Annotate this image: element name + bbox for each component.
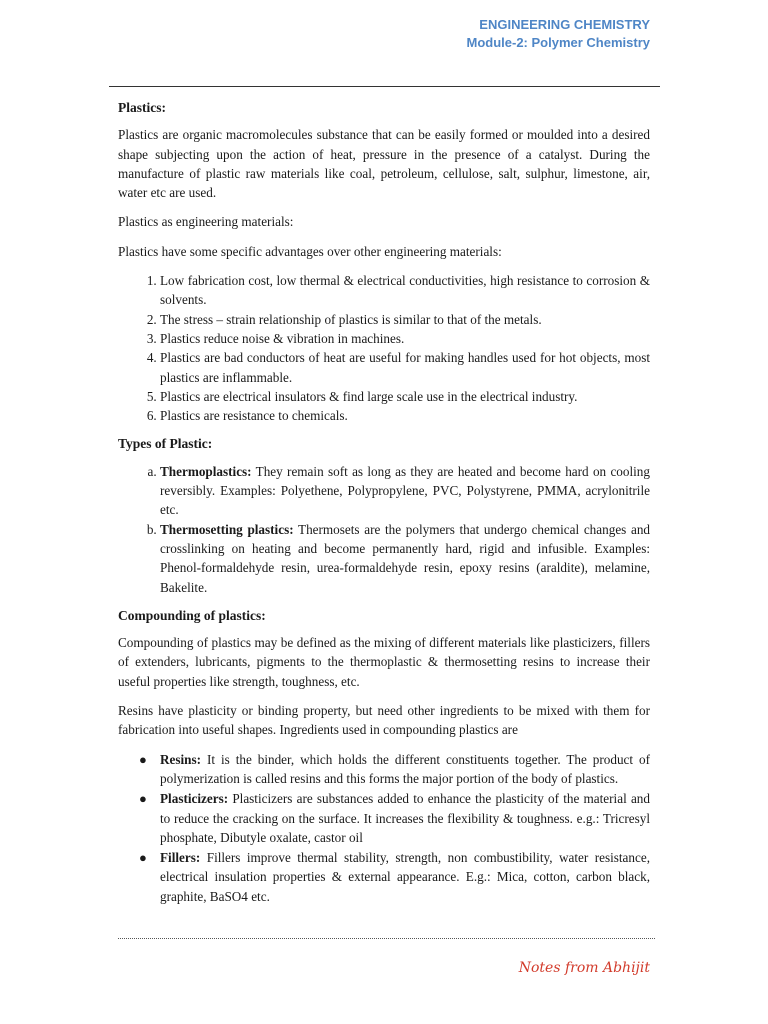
- document-body: [118, 98, 650, 907]
- footer-note: Notes from Abhijit: [518, 960, 650, 976]
- advantage-item: 1. Low fabrication cost, low thermal & electrical conductivities, high resistance to corrosion & solvents.: [160, 271, 650, 310]
- advantage-item: 5. Plastics are electrical insulators & find large scale use in the electrical industry.: [160, 387, 650, 406]
- bullet-icon: ●: [139, 791, 147, 807]
- header-divider: [109, 86, 660, 87]
- types-heading: Types of Plastic:: [118, 436, 213, 452]
- advantage-item: 2. The stress – strain relationship of plastics is similar to that of the metals.: [160, 310, 650, 329]
- ingredient-text: Fillers improve thermal stability, strength, non combustibility, water resistance, electrical insulation properties & external appearance. E.g.: Mica, cotton, carbon black, graphite, BaSO4 etc.: [160, 850, 650, 904]
- ingredient-text: It is the binder, which holds the different constituents together. The product of polymerization is called resins and this forms the major portion of the body of plastics.: [160, 751, 650, 786]
- advantage-item: 3. Plastics reduce noise & vibration in machines.: [160, 329, 650, 348]
- compounding-paragraph-1: Compounding of plastics may be defined as the mixing of different materials like plasticizers, fillers of extenders, lubricants, pigments to the thermoplastic & thermosetting resins to increase their useful properties like strength, toughness, etc.: [118, 635, 650, 689]
- plastics-intro-paragraph: Plastics are organic macromolecules substance that can be easily formed or moulded into a desired shape subjecting upon the action of heat, pressure in the presence of a catalyst. During the manufacture of plastic raw materials like coal, petroleum, cellulose, salt, sulphur, limestone, air, water etc are used.: [118, 127, 650, 201]
- plastics-heading: Plastics:: [118, 100, 166, 115]
- type-text: Thermosets are the polymers that undergo chemical changes and crosslinking on heating and become permanently hard, rigid and infusible. Examples: Phenol-formaldehyde resin, urea-formaldehyde resin, epoxy resins (araldite), melamine, Bakelite.: [160, 521, 651, 595]
- ingredient-term: Fillers:: [160, 850, 201, 866]
- ingredient-item-plasticizers: [139, 789, 650, 847]
- ingredient-text: Plasticizers are substances added to enhance the plasticity of the material and to reduce the cracking on the surface. It increases the flexibility & toughness. e.g.: Tricresyl phosphate, Dibutyle oxalate, castor oil: [160, 791, 650, 845]
- bullet-icon: ●: [139, 751, 147, 767]
- bullet-icon: ●: [139, 850, 147, 866]
- header-module: Module-2: Polymer Chemistry: [466, 35, 650, 50]
- type-term: Thermosetting plastics:: [160, 521, 294, 537]
- ingredient-item-fillers: [139, 848, 650, 906]
- ingredient-term: Plasticizers:: [160, 791, 229, 807]
- type-item-thermosetting: [160, 520, 650, 597]
- advantage-item: 4. Plastics are bad conductors of heat are useful for making handles used for hot objects, most plastics are inflammable.: [160, 348, 650, 387]
- type-term: Thermoplastics:: [160, 463, 252, 479]
- page-header: [467, 16, 651, 52]
- ingredients-list: [118, 750, 650, 906]
- ingredient-term: Resins:: [160, 751, 202, 767]
- engineering-materials-line: Plastics as engineering materials:: [118, 214, 294, 230]
- type-item-thermoplastics: [160, 462, 650, 520]
- footer-divider: [118, 938, 655, 939]
- advantages-list: [118, 271, 650, 425]
- compounding-heading: Compounding of plastics:: [118, 607, 266, 623]
- compounding-paragraph-2: Resins have plasticity or binding property, but need other ingredients to be mixed with them for fabrication into useful shapes. Ingredients used in compounding plastics are: [118, 703, 650, 738]
- advantages-intro: Plastics have some specific advantages over other engineering materials:: [118, 243, 502, 259]
- header-subject: ENGINEERING CHEMISTRY: [479, 17, 650, 32]
- type-text: They remain soft as long as they are heated and become hard on cooling reversibly. Examples: Polyethene, Polypropylene, PVC, Polystyrene, PMMA, acrylonitrile etc.: [160, 463, 650, 518]
- ingredient-item-resins: [139, 750, 650, 789]
- types-list: [118, 462, 650, 597]
- advantage-item: 6. Plastics are resistance to chemicals.: [160, 406, 650, 425]
